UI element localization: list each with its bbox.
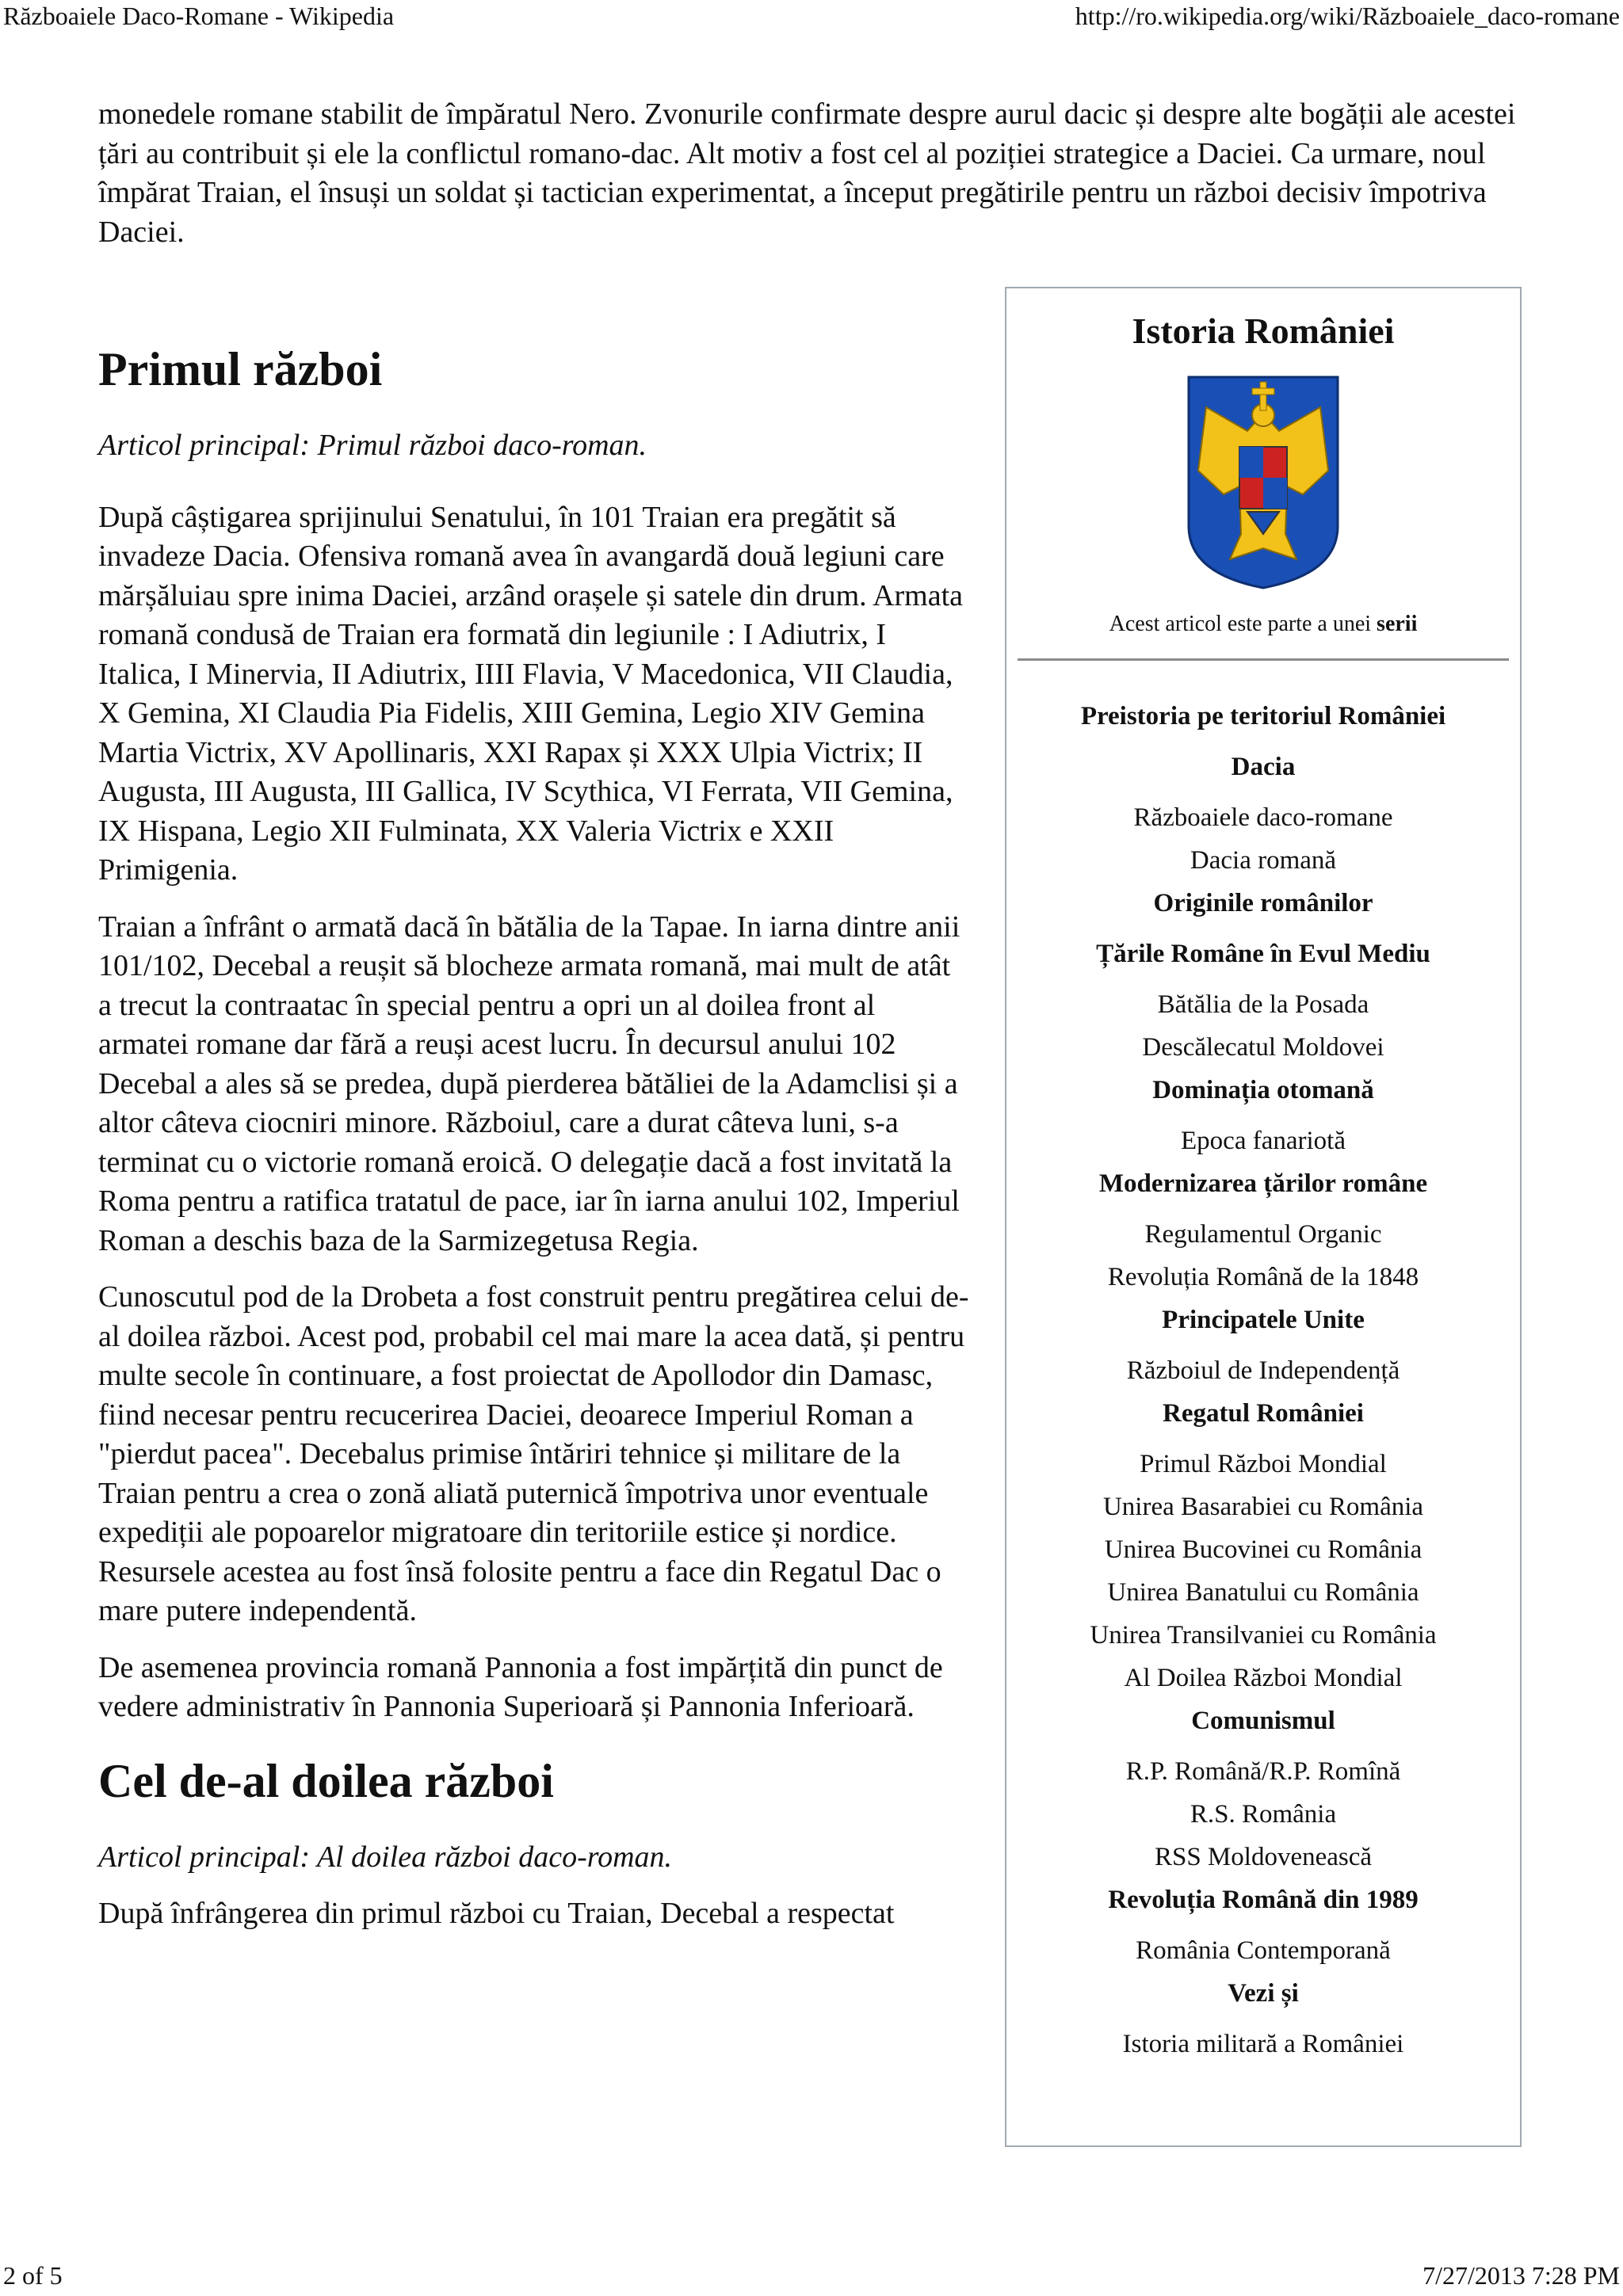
coat-of-arms-icon bbox=[1184, 376, 1342, 589]
infobox-section-heading: Modernizarea țărilor române bbox=[1098, 1169, 1428, 1198]
infobox-navigation-list bbox=[1006, 700, 1520, 2060]
print-page-number: 2 of 5 bbox=[3, 2261, 63, 2290]
print-header bbox=[0, 0, 1623, 32]
infobox-section-heading: Vezi și bbox=[1228, 1979, 1299, 2008]
infobox-link-item[interactable]: Primul Război Mondial bbox=[1140, 1450, 1387, 1478]
infobox-section-heading: Dacia bbox=[1231, 753, 1296, 781]
infobox-section-heading: Principatele Unite bbox=[1162, 1306, 1365, 1334]
print-page-title: Războaiele Daco-Romane - Wikipedia bbox=[3, 2, 395, 30]
infobox-link-item[interactable]: Descălecatul Moldovei bbox=[1142, 1033, 1384, 1062]
paragraph: De asemenea provincia romană Pannonia a fost impărțită din punct de vedere administrativ în Pannonia Superioară și Pannonia Inferioară. bbox=[98, 1650, 943, 1723]
print-page-url[interactable]: http://ro.wikipedia.org/wiki/Războaiele_daco-romane bbox=[1075, 2, 1620, 30]
hatnote-second-war[interactable]: Articol principal: Al doilea război daco-roman. bbox=[98, 1840, 673, 1874]
infobox-section-heading: Revoluția Română din 1989 bbox=[1108, 1886, 1419, 1914]
infobox-link-item[interactable]: Războaiele daco-romane bbox=[1133, 803, 1393, 832]
infobox-link-item[interactable]: Unirea Basarabiei cu România bbox=[1102, 1493, 1424, 1521]
paragraph: Traian a înfrânt o armată dacă în bătălia de la Tapae. In iarna dintre anii 101/102, Decebal a reușit să blocheze armata romană, mai mult de atât a trecut la contraatac în special pentru a opri un al doilea front al armatei romane dar fără a reuși acest lucru. În decursul anului 102 Decebal a ales să se predea, după pierderea bătăliei de la Adamclisi și a altor câteva ciocniri minore. Războiul, care a durat câteva luni, s-a terminat cu o victorie romană eroică. O delegație dacă a fost invitată la Roma pentru a ratifica tratatul de pace, iar în iarna anului 102, Imperiul Roman a deschis baza de la Sarmizegetusa Regia. bbox=[98, 910, 960, 1257]
infobox-series-note bbox=[1006, 611, 1520, 638]
infobox-link-item[interactable]: Războiul de Independență bbox=[1126, 1356, 1400, 1385]
infobox-link-item[interactable]: Unirea Banatului cu România bbox=[1107, 1578, 1419, 1607]
section-heading-second-war: Cel de-al doilea război bbox=[98, 1754, 554, 1807]
infobox-section-heading: Preistoria pe teritoriul României bbox=[1080, 702, 1446, 730]
infobox-link-item[interactable]: Unirea Bucovinei cu România bbox=[1104, 1535, 1423, 1564]
infobox-link-item[interactable]: Regulamentul Organic bbox=[1144, 1220, 1382, 1249]
paragraph: Cunoscutul pod de la Drobeta a fost construit pentru pregătirea celui de-al doilea război. Acest pod, probabil cel mai mare la acea dată, și pentru multe secole în continuare, a fost proiectat de Apollodor din Damasc, fiind necesar pentru recucerirea Daciei, deoarece Imperiul Roman a "pierdut pacea". Decebalus primise întăriri tehnice și militare de la Traian pentru a crea o zonă aliată puternică împotriva unor eventuale expediții ale popoarelor migratoare din teritoriile estice și nordice. Resursele acestea au fost însă folosite pentru a face din Regatul Dac o mare putere independentă. bbox=[98, 1280, 969, 1627]
infobox-link-item[interactable]: R.P. Română/R.P. Romînă bbox=[1125, 1757, 1401, 1786]
infobox-section-heading: Originile românilor bbox=[1153, 889, 1373, 917]
infobox-link-item[interactable]: Bătălia de la Posada bbox=[1157, 990, 1369, 1019]
hatnote-first-war[interactable]: Articol principal: Primul război daco-roman. bbox=[98, 429, 647, 462]
infobox-section-heading: Țările Române în Evul Mediu bbox=[1096, 940, 1430, 968]
print-datetime: 7/27/2013 7:28 PM bbox=[1423, 2261, 1620, 2290]
infobox-link-item[interactable]: Epoca fanariotă bbox=[1181, 1127, 1346, 1155]
series-link[interactable]: serii bbox=[1377, 612, 1418, 636]
section-heading-first-war: Primul război bbox=[98, 343, 383, 395]
infobox-link-item[interactable]: R.S. România bbox=[1190, 1800, 1337, 1829]
infobox-link-item[interactable]: Revoluția Română de la 1848 bbox=[1107, 1263, 1419, 1291]
series-prefix: Acest articol este parte a unei bbox=[1109, 612, 1372, 636]
infobox-title: Istoria României bbox=[1132, 311, 1395, 351]
infobox-history-romania bbox=[1005, 287, 1522, 2147]
infobox-link-item[interactable]: Dacia romană bbox=[1190, 846, 1337, 875]
infobox-link-item[interactable]: România Contemporană bbox=[1136, 1936, 1391, 1965]
print-footer bbox=[0, 2260, 1623, 2291]
infobox-link-item[interactable]: Istoria militară a României bbox=[1122, 2030, 1404, 2058]
infobox-section-heading: Dominația otomană bbox=[1152, 1076, 1374, 1104]
infobox-divider bbox=[1018, 658, 1509, 661]
paragraph: După înfrângerea din primul război cu Traian, Decebal a respectat bbox=[98, 1897, 895, 1930]
paragraph: După câștigarea sprijinului Senatului, în 101 Traian era pregătit să invadeze Dacia. Ofensiva romană avea în avangardă două legiuni care mărșăluiau spre inima Daciei, arzând orașele și satele din drum. Armata romană condusă de Traian era formată din legiunile : I Adiutrix, I Italica, I Minervia, II Adiutrix, IIII Flavia, V Macedonica, VII Claudia, X Gemina, XI Claudia Pia Fidelis, XIII Gemina, Legio XIV Gemina Martia Victrix, XV Apollinaris, XXI Rapax și XXX Ulpia Victrix; II Augusta, III Augusta, III Gallica, IV Scythica, VI Ferrata, VII Gemina, IX Hispana, Legio XII Fulminata, XX Valeria Victrix e XXII Primigenia. bbox=[98, 500, 964, 887]
intro-paragraph: monedele romane stabilit de împăratul Nero. Zvonurile confirmate despre aurul dacic și despre alte bogății ale acestei țări au contribuit și ele la conflictul romano-dac. Alt motiv a fost cel al poziției strategice a Daciei. Ca urmare, noul împărat Traian, el însuși un soldat și tactician experimentat, a început pregătirile pentru un război decisiv împotriva Daciei. bbox=[98, 97, 1516, 249]
infobox-link-item[interactable]: Al Doilea Război Mondial bbox=[1124, 1664, 1403, 1692]
infobox-link-item[interactable]: RSS Moldovenească bbox=[1154, 1843, 1373, 1871]
infobox-section-heading: Regatul României bbox=[1163, 1399, 1364, 1428]
main-column bbox=[98, 341, 970, 1934]
infobox-section-heading: Comunismul bbox=[1191, 1707, 1335, 1735]
infobox-link-item[interactable]: Unirea Transilvaniei cu România bbox=[1090, 1621, 1437, 1650]
